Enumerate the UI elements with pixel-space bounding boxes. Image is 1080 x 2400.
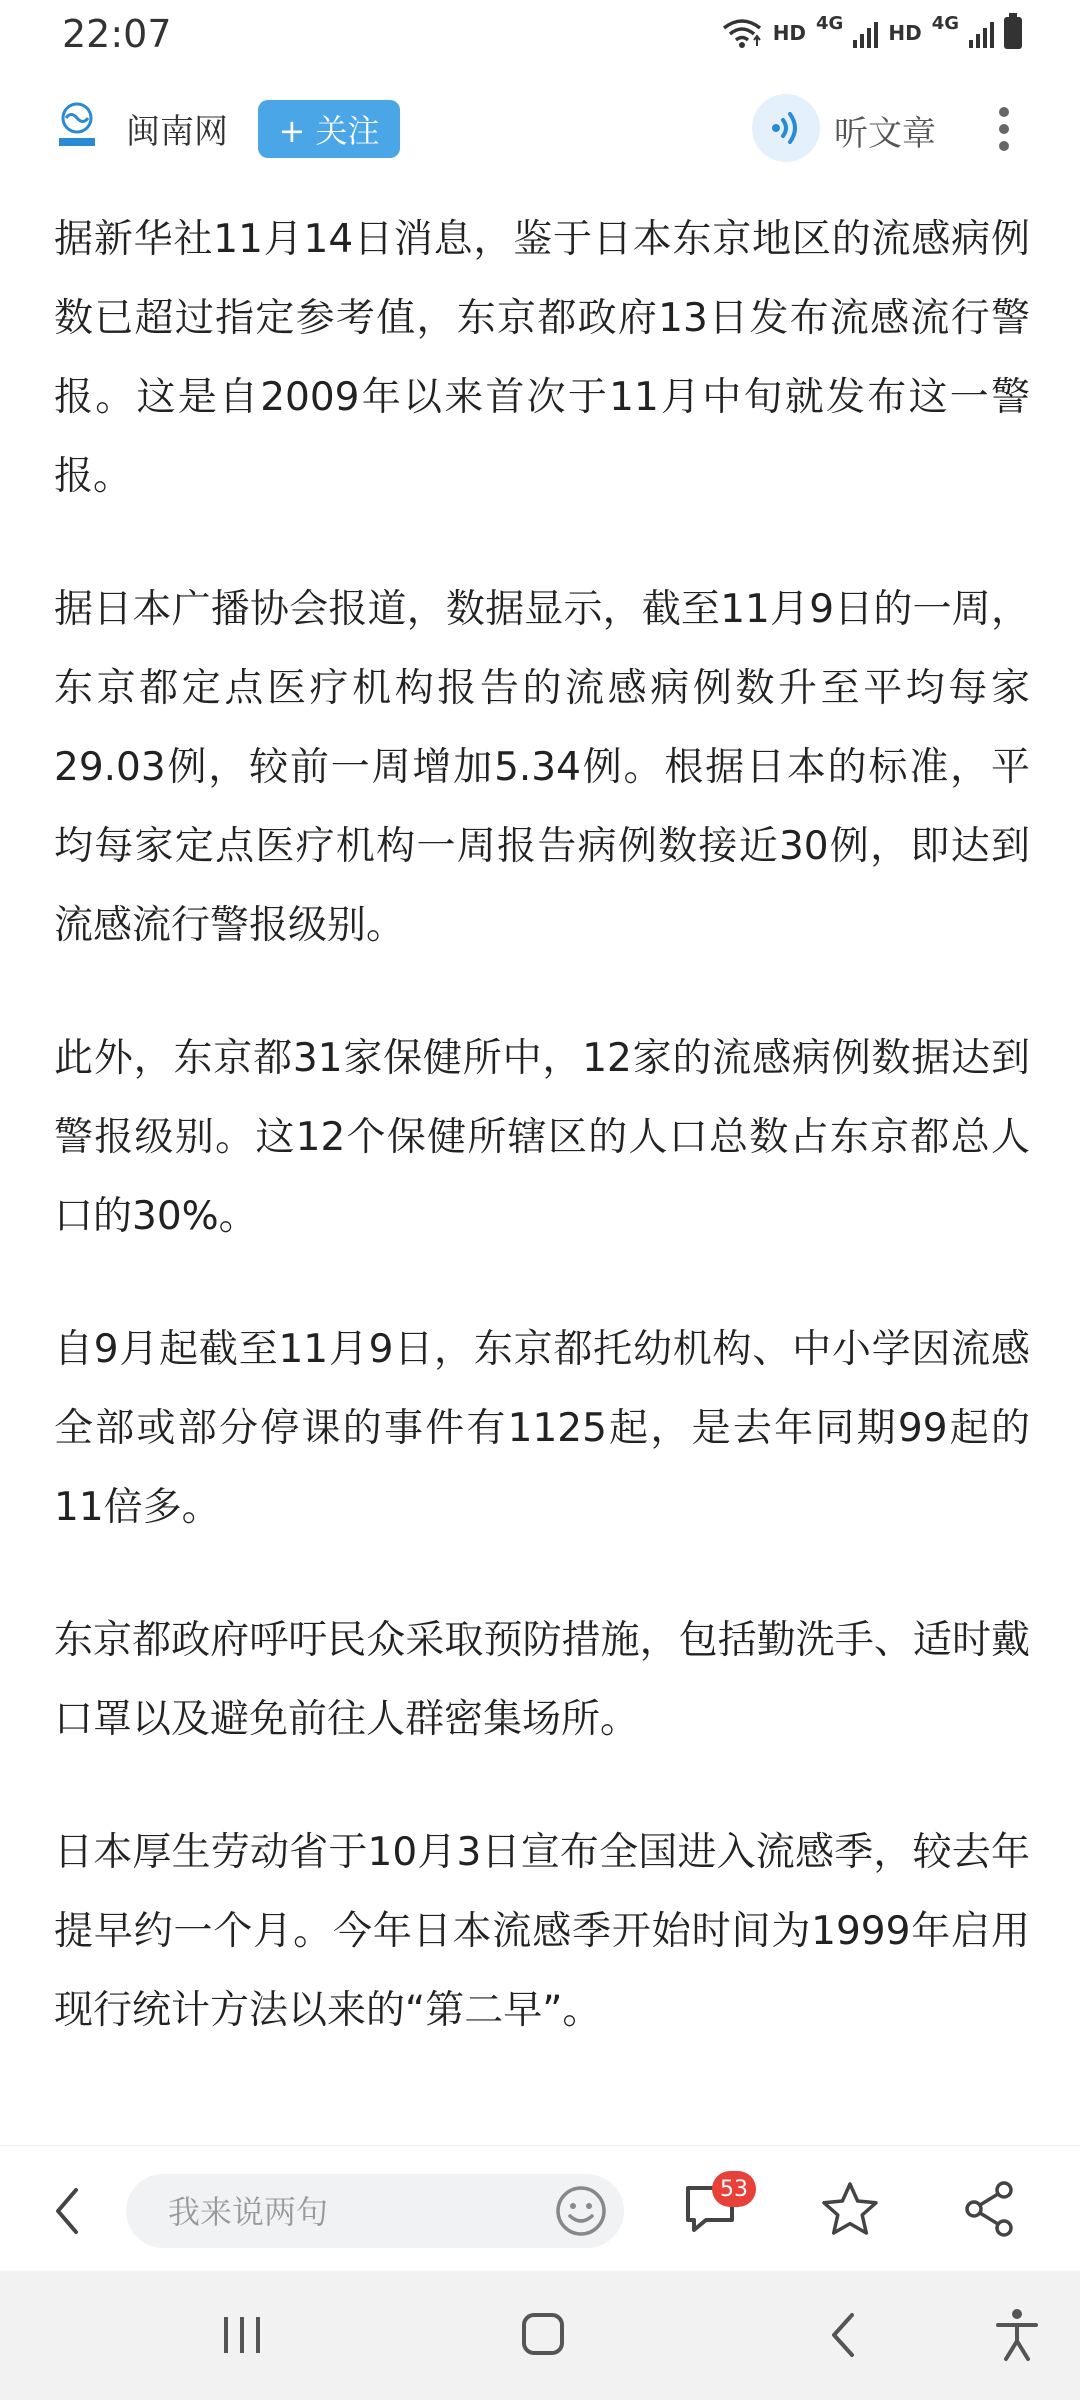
comment-input-box[interactable] xyxy=(126,2174,624,2248)
emoji-icon[interactable] xyxy=(554,2184,608,2238)
more-options-icon[interactable] xyxy=(998,104,1010,154)
comment-input[interactable] xyxy=(166,2174,550,2250)
status-time: 22:07 xyxy=(62,12,172,56)
accessibility-icon[interactable] xyxy=(994,2307,1040,2363)
minnan-logo-icon[interactable] xyxy=(56,102,98,150)
article-paragraph: 据日本广播协会报道，数据显示，截至11月9日的一周，东京都定点医疗机构报告的流感病例数升至平均每家29.03例，较前一周增加5.34例。根据日本的标准，平均每家定点医疗机构一周报告病例数接近30例，即达到流感流行警报级别。 xyxy=(54,587,1030,948)
article-header xyxy=(0,90,1080,170)
nav-back-icon[interactable] xyxy=(828,2311,858,2359)
star-icon[interactable] xyxy=(820,2180,880,2238)
recent-apps-icon[interactable] xyxy=(220,2313,264,2357)
article-paragraph: 据新华社11月14日消息，鉴于日本东京地区的流感病例数已超过指定参考值，东京都政府13日发布流感流行警报。这是自2009年以来首次于11月中旬就发布这一警报。 xyxy=(54,217,1030,499)
network-type: 4G xyxy=(816,12,844,34)
system-nav-bar xyxy=(0,2271,1080,2400)
network-type-2: 4G xyxy=(931,12,959,34)
follow-button[interactable]: + 关注 xyxy=(258,100,400,158)
source-name[interactable]: 闽南网 xyxy=(126,112,228,152)
battery-icon xyxy=(1004,17,1022,49)
article-paragraph: 此外，东京都31家保健所中，12家的流感病例数据达到警报级别。这12个保健所辖区的人口总数占东京都总人口的30%。 xyxy=(54,1036,1030,1239)
bottom-action-bar xyxy=(0,2145,1080,2272)
listen-audio-icon[interactable] xyxy=(752,94,820,162)
hd-indicator: HD xyxy=(772,21,807,45)
article-paragraph: 东京都政府呼吁民众采取预防措施，包括勤洗手、适时戴口罩以及避免前往人群密集场所。 xyxy=(54,1618,1030,1742)
back-icon[interactable] xyxy=(52,2186,82,2236)
home-icon[interactable] xyxy=(520,2311,566,2357)
comment-count-badge: 53 xyxy=(712,2171,756,2207)
hd-indicator-2: HD xyxy=(888,21,922,45)
article-paragraph: 自9月起截至11月9日，东京都托幼机构、中小学因流感全部或部分停课的事件有1125起，是去年同期99起的11倍多。 xyxy=(54,1327,1030,1530)
article-paragraph: 日本厚生劳动省于10月3日宣布全国进入流感季，较去年提早约一个月。今年日本流感季开始时间为1999年启用现行统计方法以来的“第二早”。 xyxy=(54,1830,1030,2033)
share-icon[interactable] xyxy=(962,2180,1016,2238)
listen-article-label[interactable]: 听文章 xyxy=(834,114,936,154)
wifi-icon xyxy=(721,16,763,50)
article-body xyxy=(54,200,1030,2104)
signal-icon-2 xyxy=(969,18,994,48)
status-bar xyxy=(0,0,1080,76)
status-icons xyxy=(721,12,1022,50)
signal-icon xyxy=(853,18,878,48)
